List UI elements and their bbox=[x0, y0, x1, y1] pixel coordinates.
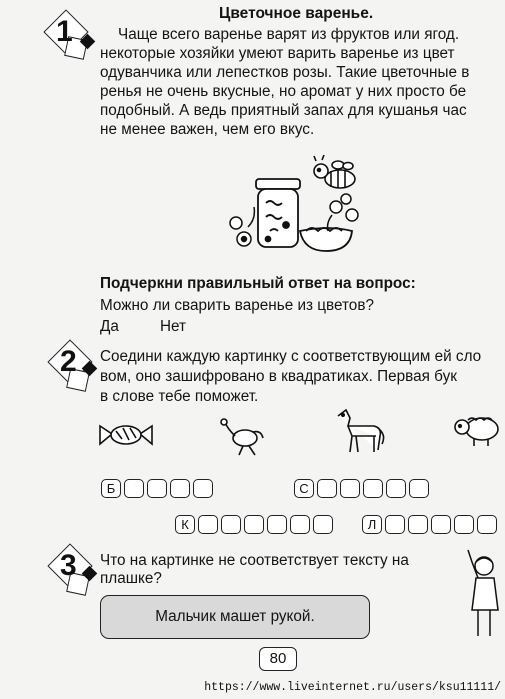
letter-cell[interactable] bbox=[267, 515, 287, 534]
answer-no[interactable]: Нет bbox=[160, 318, 187, 335]
letter-cell[interactable] bbox=[317, 479, 337, 498]
task-1-paragraph-line-3: одуванчика или лепестков розы. Такие цветочные в bbox=[100, 64, 470, 81]
task-1-paragraph-line-1: Чаще всего варенье варят из фруктов или ягод. bbox=[118, 26, 460, 43]
word-cells-b bbox=[101, 479, 213, 498]
task-1-paragraph-line-6: не менее важен, чем его вкус. bbox=[100, 121, 315, 138]
task-2-number: 2 bbox=[60, 345, 77, 378]
letter-cell[interactable] bbox=[385, 515, 405, 534]
task-3-number: 3 bbox=[60, 549, 77, 582]
page-title: Цветочное варенье. bbox=[219, 5, 374, 22]
word-cells-l bbox=[362, 515, 497, 534]
jam-jar-illustration bbox=[228, 155, 368, 255]
watermark-url: https://www.liveinternet.ru/users/ksu11111/ bbox=[204, 681, 501, 694]
task-3-line-2: плашке? bbox=[100, 570, 162, 587]
letter-cell[interactable] bbox=[147, 479, 167, 498]
plate-text: Мальчик машет рукой. bbox=[155, 608, 315, 625]
letter-cell-first[interactable]: С bbox=[294, 479, 314, 498]
letter-cell[interactable] bbox=[170, 479, 190, 498]
letter-cell-first[interactable]: К bbox=[175, 515, 195, 534]
bee-icon bbox=[314, 155, 355, 188]
task-2-badge bbox=[48, 342, 98, 390]
task-1-paragraph-line-2: некоторые хозяйки умеют варить варенье из цвет bbox=[100, 45, 455, 62]
letter-cell[interactable] bbox=[198, 515, 218, 534]
letter-cell[interactable] bbox=[244, 515, 264, 534]
page-number: 80 bbox=[259, 647, 297, 671]
text-plate bbox=[100, 595, 370, 639]
letter-cell[interactable] bbox=[454, 515, 474, 534]
letter-cell[interactable] bbox=[386, 479, 406, 498]
letter-cell[interactable] bbox=[409, 479, 429, 498]
candy-icon[interactable] bbox=[98, 422, 154, 448]
task-1-paragraph-line-5: подобный. А ведь приятный запах для кушанья час bbox=[100, 102, 467, 119]
task-1-number: 1 bbox=[56, 15, 73, 48]
task-3-badge bbox=[48, 546, 98, 594]
task-3-line-1: Что на картинке не соответствует тексту на bbox=[100, 552, 409, 569]
letter-cell-first[interactable]: Б bbox=[101, 479, 121, 498]
sheep-icon[interactable] bbox=[454, 412, 500, 448]
letter-cell[interactable] bbox=[290, 515, 310, 534]
letter-cell[interactable] bbox=[408, 515, 428, 534]
task-1-badge bbox=[44, 12, 94, 60]
word-cells-s bbox=[294, 479, 429, 498]
letter-cell[interactable] bbox=[193, 479, 213, 498]
task-1-paragraph-line-4: ренья не очень вкусные, но аромат у них просто бе bbox=[100, 83, 467, 100]
letter-cell[interactable] bbox=[221, 515, 241, 534]
letter-cell[interactable] bbox=[477, 515, 497, 534]
task-2-line-1: Соедини каждую картинку с соответствующим ей сло bbox=[100, 348, 482, 365]
task-2-line-3: в слове тебе поможет. bbox=[100, 388, 259, 405]
girl-waving-icon bbox=[462, 548, 502, 640]
letter-cell[interactable] bbox=[431, 515, 451, 534]
letter-cell[interactable] bbox=[313, 515, 333, 534]
letter-cell[interactable] bbox=[363, 479, 383, 498]
letter-cell[interactable] bbox=[124, 479, 144, 498]
question-text: Можно ли сварить варенье из цветов? bbox=[100, 297, 374, 314]
word-cells-k bbox=[175, 515, 333, 534]
letter-cell[interactable] bbox=[340, 479, 360, 498]
question-heading: Подчеркни правильный ответ на вопрос: bbox=[100, 275, 416, 292]
letter-cell-first[interactable]: Л bbox=[362, 515, 382, 534]
horse-icon[interactable] bbox=[334, 406, 386, 454]
ostrich-icon[interactable] bbox=[217, 418, 265, 456]
answer-yes[interactable]: Да bbox=[100, 318, 119, 335]
task-2-line-2: вом, оно зашифровано в квадратиках. Первая бук bbox=[100, 368, 457, 385]
